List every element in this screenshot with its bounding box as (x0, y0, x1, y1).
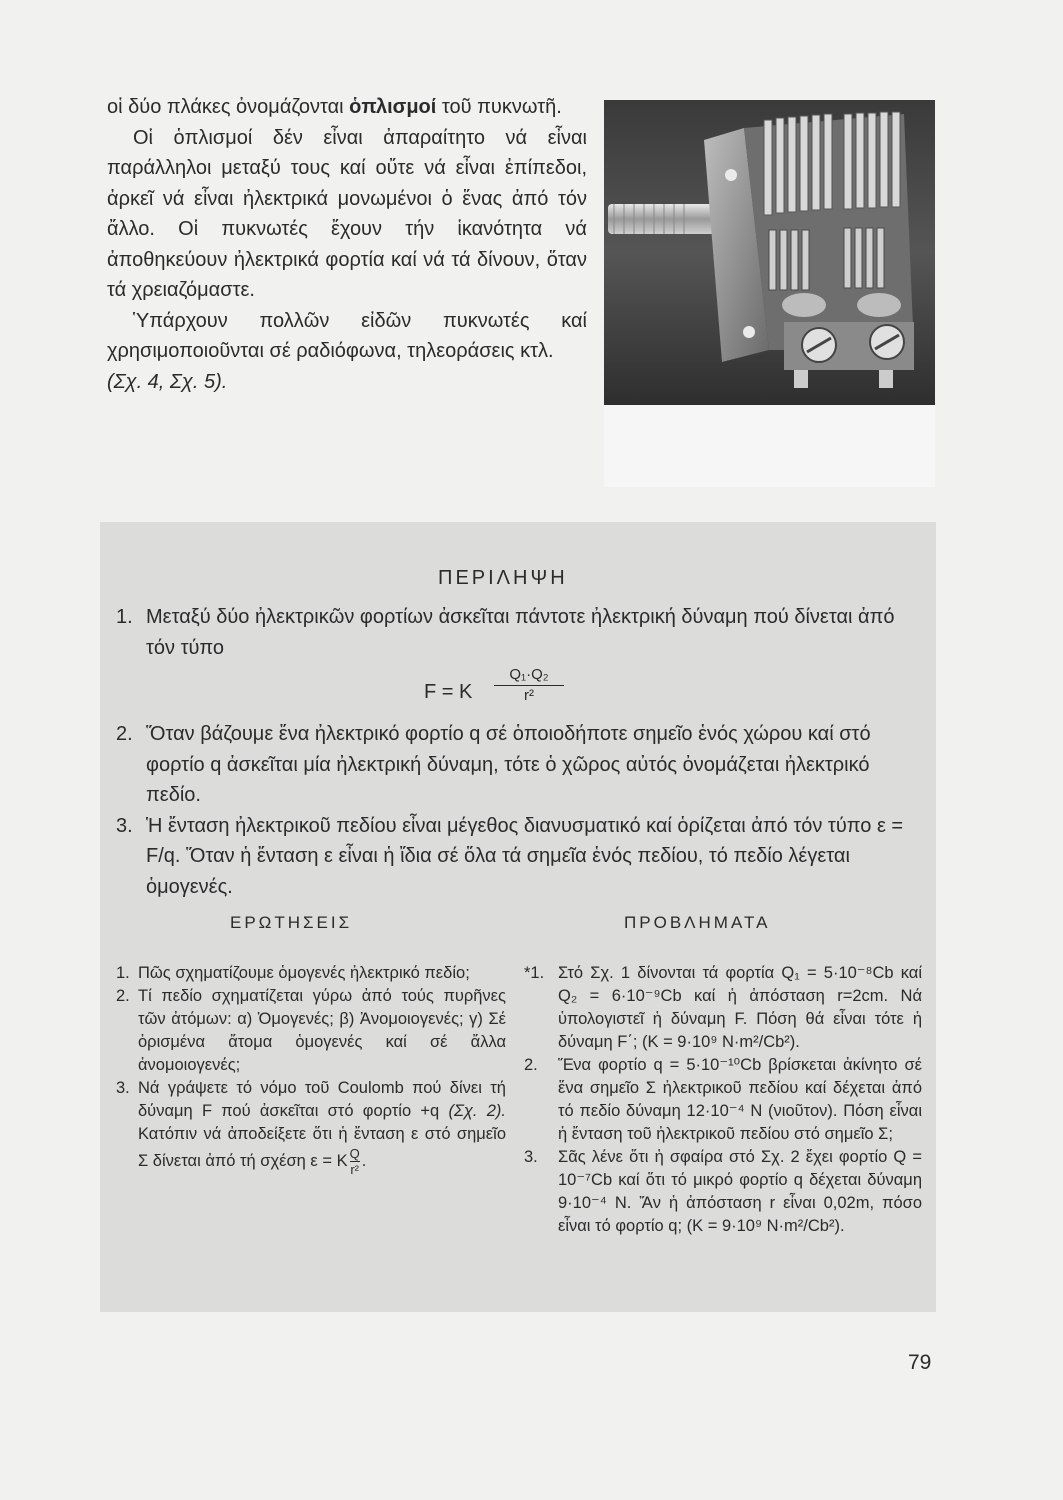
summary-item-3: 3. Ἡ ἔνταση ἠλεκτρικοῦ πεδίου εἶναι μέγεθος διανυσματικό καί ὁρίζεται ἀπό τόν τύπο ε = F/q. Ὅταν ἡ ἔνταση ε εἶναι ἡ ἴδια σέ ὅλα τά σημεῖα ἑνός πεδίου, τό πεδίο λέγεται ὁμογενές. (116, 814, 904, 898)
intro-paragraph-1: οἱ δύο πλάκες ὀνομάζονται ὁπλισμοί τοῦ πυκνωτῆ. (107, 96, 562, 118)
page-number: 79 (908, 1351, 932, 1374)
variable-capacitor-image (604, 100, 935, 487)
problem-item: *1. Στό Σχ. 1 δίνονται τά φορτία Q₁ = 5·10⁻⁸Cb καί Q₂ = 6·10⁻⁹Cb καί ἡ ἀπόσταση r=2cm. Νά ὑπολογιστεῖ ἡ δύναμη F. Πόση θά εἶναι τότε ἡ δύναμη F΄; (K = 9·10⁹ N·m²/Cb²). (524, 964, 922, 1051)
summary-title: ΠΕΡΙΛΗΨΗ (438, 567, 568, 589)
problem-item: 2. Ἕνα φορτίο q = 5·10⁻¹⁰Cb βρίσκεται ἀκίνητο σέ ἕνα σημεῖο Σ ἠλεκτρικοῦ πεδίου καί δέχεται ἀπό τό πεδίο δύναμη 12·10⁻⁴ N (νιοῦτον). Πόση εἶναι ἡ ἔνταση τοῦ ἠλεκτρικοῦ πεδίου στό σημεῖο Σ; (524, 1056, 922, 1143)
intro-text (107, 92, 587, 397)
coulomb-formula: F = K $\frac{\text{Q₁·Q₂}}{\text{r²}}$ (116, 665, 928, 713)
summary-item-1: 1. Μεταξύ δύο ἠλεκτρικῶν φορτίων ἀσκεῖται πάντοτε ἠλεκτρική δύναμη πού δίνεται ἀπό τόν τύπο (116, 606, 895, 659)
formula-fraction: $\frac{\text{Q₁·Q₂}}{\text{r²}}$ (494, 665, 564, 706)
problems-title: ΠΡΟΒΛΗΜΑΤΑ (624, 913, 771, 932)
problems-list (524, 962, 922, 1238)
term-bold: ὁπλισμοί (349, 96, 437, 118)
summary-list (116, 602, 928, 902)
question-item: 3. Νά γράψετε τό νόμο τοῦ Coulomb πού δίνει τή δύναμη F πού ἀσκεῖται στό φορτίο +q (Σχ. 2). Κατόπιν νά ἀποδείξετε ὅτι ἡ ἔνταση ε στό σημεῖο Σ δίνεται ἀπό τή σχέση ε = K $\frac{Q}{\text{r²}}$ . (116, 1079, 506, 1177)
capacitor-photo (604, 100, 935, 487)
figure-reference: (Σχ. 2). (448, 1102, 506, 1120)
questions-list (116, 962, 506, 1177)
intro-paragraph-3: Ὑπάρχουν πολλῶν εἰδῶν πυκνωτές καί χρησιμοποιοῦνται σέ ραδιόφωνα, τηλεοράσεις κτλ. (Σχ. 4, Σχ. 5). (107, 309, 587, 393)
figure-reference: (Σχ. 4, Σχ. 5). (107, 370, 228, 393)
question-item: 1. Πῶς σχηματίζουμε ὁμογενές ἠλεκτρικό πεδίο; (116, 964, 470, 982)
questions-title: ΕΡΩΤΗΣΕΙΣ (230, 913, 353, 932)
question-item: 2. Τί πεδίο σχηματίζεται γύρω ἀπό τούς πυρῆνες τῶν ἀτόμων: α) Ὁμογενές; β) Ἀνομοιογενές; γ) Σέ ὁρισμένα ἄτομα ὁμογενές καί σέ ἄλλα ἀνομοιογενές; (116, 987, 506, 1074)
summary-item-2: 2. Ὅταν βάζουμε ἕνα ἠλεκτρικό φορτίο q σέ ὁποιοδήποτε σημεῖο ἑνός χώρου καί στό φορτίο q ἀσκεῖται μία ἠλεκτρική δύναμη, τότε ὁ χῶρος αὐτός ὀνομάζεται ἠλεκτρικό πεδίο. (116, 723, 871, 806)
field-formula-fraction: $\frac{Q}{\text{r²}}$ (349, 1146, 360, 1177)
summary-box (100, 522, 936, 1312)
intro-paragraph-2: Οἱ ὁπλισμοί δέν εἶναι ἀπαραίτητο νά εἶναι παράλληλοι μεταξύ τους καί οὔτε νά εἶναι ἐπίπεδοι, ἀρκεῖ νά εἶναι ἠλεκτρικά μονωμένοι ὁ ἕνας ἀπό τόν ἄλλο. Οἱ πυκνωτές ἔχουν τήν ἱκανότητα νά ἀποθηκεύουν ἠλεκτρικά φορτία καί νά τά δίνουν, ὅταν τά χρειαζόμαστε. (107, 126, 587, 301)
problem-item: 3. Σᾶς λένε ὅτι ἡ σφαίρα στό Σχ. 2 ἔχει φορτίο Q = 10⁻⁷Cb καί ὅτι τό μικρό φορτίο q δέχεται δύναμη 9·10⁻⁴ N. Ἄν ἡ ἀπόσταση r εἶναι 0,02m, πόσο εἶναι τό φορτίο q; (K = 9·10⁹ N·m²/Cb²). (524, 1148, 922, 1235)
